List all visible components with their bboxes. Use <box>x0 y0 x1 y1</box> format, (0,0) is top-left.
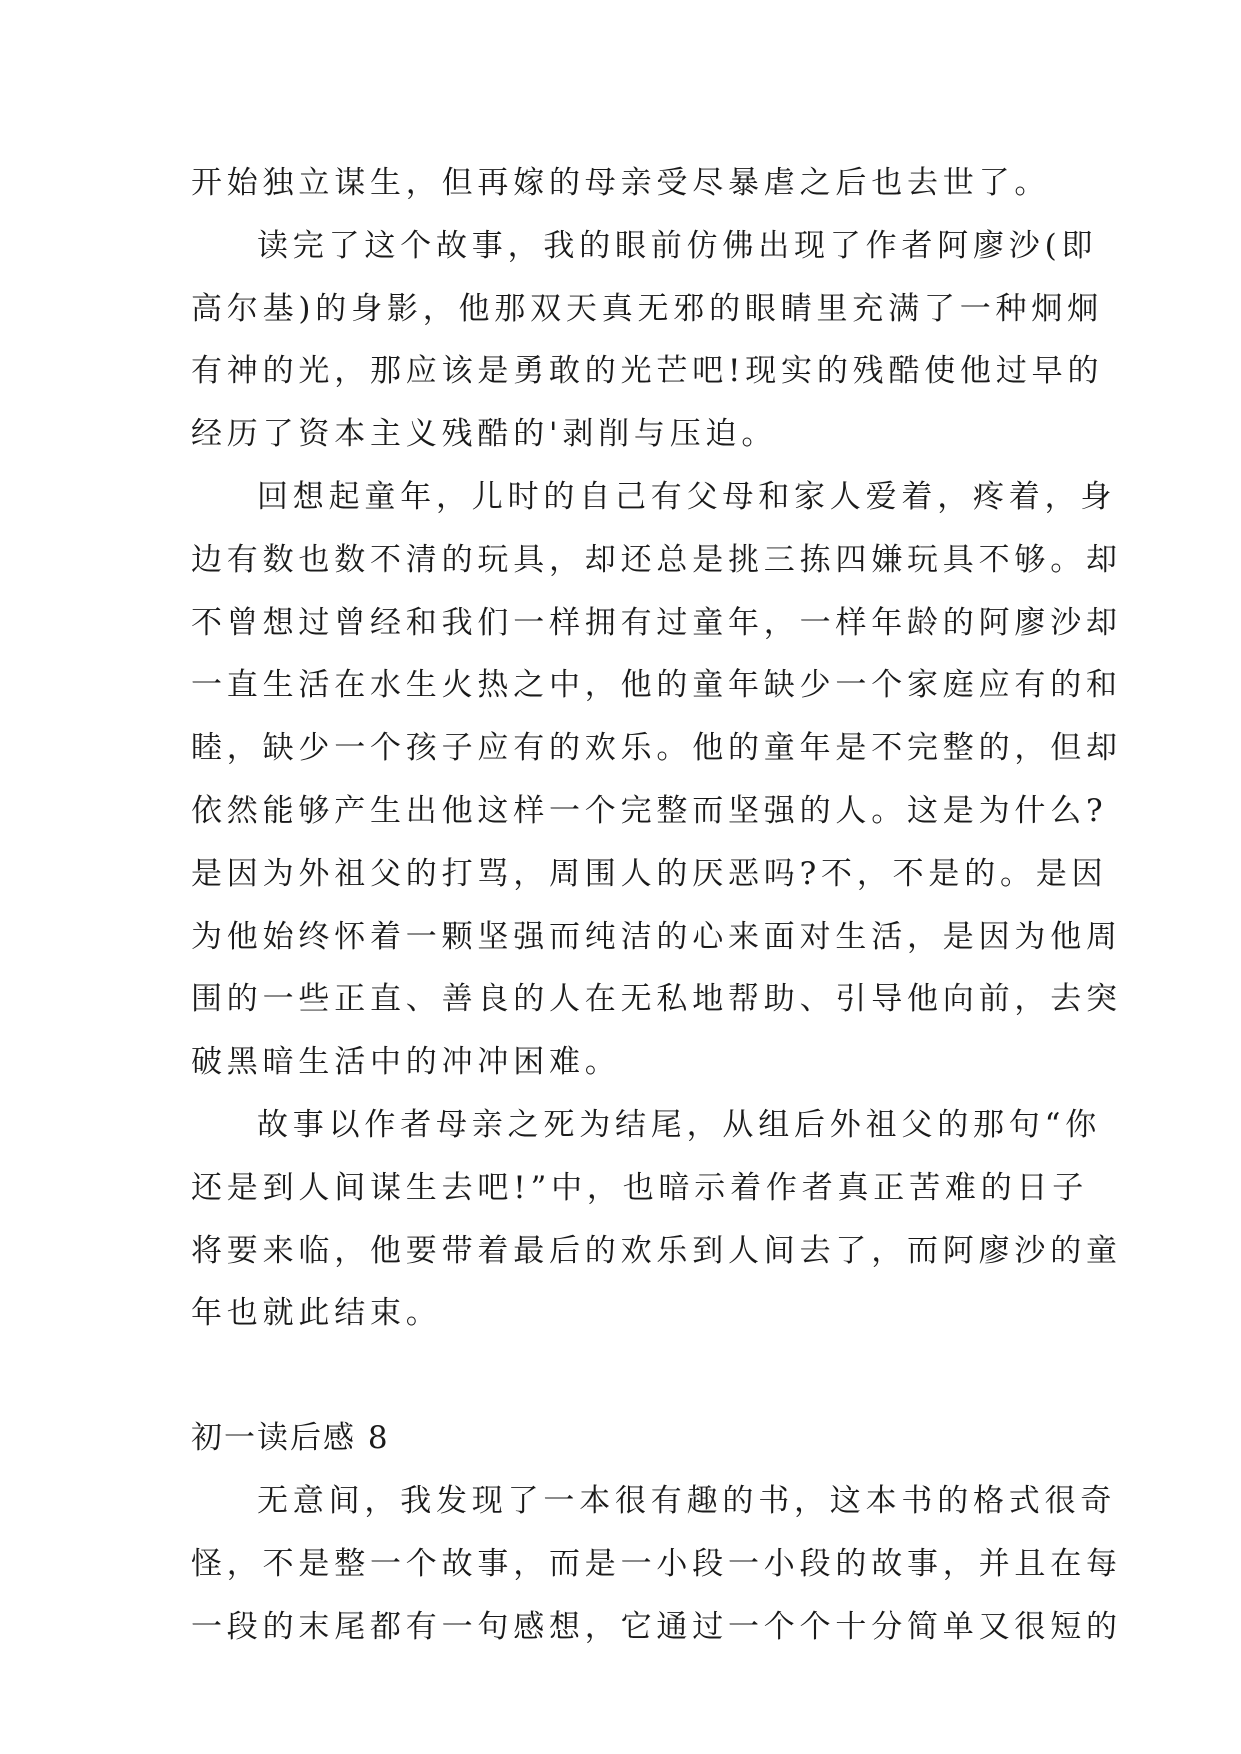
text-line: 为他始终怀着一颗坚强而纯洁的心来面对生活，是因为他周 <box>191 918 1122 955</box>
text-line: 一直生活在水生火热之中，他的童年缺少一个家庭应有的和 <box>191 667 1122 704</box>
section-gap <box>191 1345 1051 1407</box>
text-line: 不曾想过曾经和我们一样拥有过童年，一样年龄的阿廖沙却 <box>191 604 1122 641</box>
text-line: 年也就此结束。 <box>191 1295 442 1332</box>
text-line: 回想起童年，儿时的自己有父母和家人爱着，疼着，身 <box>257 478 1117 515</box>
text-line: 开始独立谋生，但再嫁的母亲受尽暴虐之后也去世了。 <box>191 165 1051 201</box>
text-line: 围的一些正直、善良的人在无私地帮助、引导他向前，去突 <box>191 981 1122 1018</box>
text-line: 怪，不是整一个故事，而是一小段一小段的故事，并且在每 <box>191 1545 1122 1582</box>
text-line: 经历了资本主义残酷的'剥削与压迫。 <box>191 416 778 453</box>
text-line: 破黑暗生活中的冲冲困难。 <box>191 1044 621 1081</box>
text-line: 一段的末尾都有一句感想，它通过一个个十分简单又很短的 <box>191 1608 1122 1645</box>
document-page <box>191 152 1122 1658</box>
text-line: 睦，缺少一个孩子应有的欢乐。他的童年是不完整的，但却 <box>191 730 1122 767</box>
text-line: 是因为外祖父的打骂，周围人的厌恶吗?不，不是的。是因 <box>191 855 1108 892</box>
section-heading: 初一读后感 8 <box>191 1420 390 1457</box>
text-line: 依然能够产生出他这样一个完整而坚强的人。这是为什么? <box>191 792 1108 829</box>
text-line: 还是到人间谋生去吧!”中，也暗示着作者真正苦难的日子 <box>191 1169 1089 1206</box>
text-line: 有神的光，那应该是勇敢的光芒吧!现实的残酷使他过早的 <box>191 353 1104 390</box>
text-line: 边有数也数不清的玩具，却还总是挑三拣四嫌玩具不够。却 <box>191 541 1122 578</box>
text-line: 读完了这个故事，我的眼前仿佛出现了作者阿廖沙(即 <box>257 227 1098 264</box>
text-line: 将要来临，他要带着最后的欢乐到人间去了，而阿廖沙的童 <box>191 1232 1122 1269</box>
text-line: 高尔基)的身影，他那双天真无邪的眼睛里充满了一种炯炯 <box>191 290 1103 327</box>
text-line: 无意间，我发现了一本很有趣的书，这本书的格式很奇 <box>257 1482 1117 1519</box>
text-line: 故事以作者母亲之死为结尾，从组后外祖父的那句“你 <box>257 1106 1102 1143</box>
